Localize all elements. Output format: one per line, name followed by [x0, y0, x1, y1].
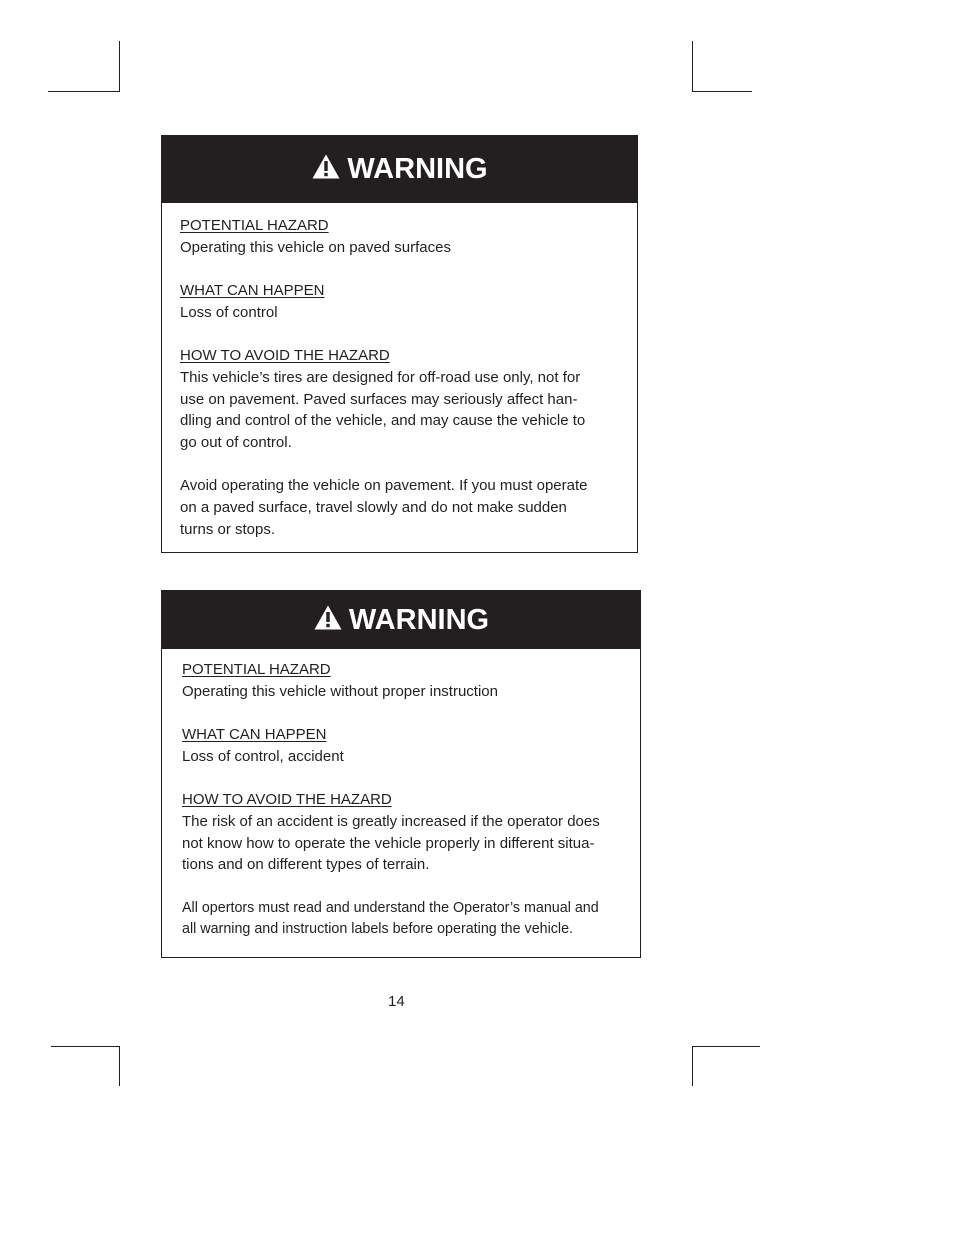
potential-hazard-heading: POTENTIAL HAZARD [180, 217, 329, 234]
potential-hazard-text: Operating this vehicle without proper instruction [182, 682, 498, 700]
what-can-happen-text: Loss of control, accident [182, 747, 344, 765]
extra-instruction-line: all warning and instruction labels before operating the vehicle. [182, 921, 574, 938]
warning-body [162, 203, 637, 541]
crop-mark-bottom-left-vertical [119, 1046, 120, 1086]
crop-mark-bottom-left-horizontal [51, 1046, 120, 1047]
extra-instruction-line: All opertors must read and understand the Operator’s manual and [182, 899, 599, 916]
warning-triangle-icon [311, 153, 341, 180]
how-to-avoid-line: This vehicle’s tires are designed for off-road use only, not for [180, 368, 581, 386]
how-to-avoid-line: tions and on different types of terrain. [182, 856, 430, 874]
warning-body [162, 649, 640, 941]
warning-triangle-icon [313, 604, 343, 631]
potential-hazard-text: Operating this vehicle on paved surfaces [180, 238, 451, 256]
warning-title: WARNING [348, 603, 490, 636]
crop-mark-top-left-vertical [119, 41, 120, 92]
warning-header [162, 591, 640, 649]
warning-header [162, 136, 637, 203]
extra-instruction-line: on a paved surface, travel slowly and do not make sudden [180, 499, 567, 517]
what-can-happen-heading: WHAT CAN HAPPEN [182, 726, 327, 744]
how-to-avoid-heading: HOW TO AVOID THE HAZARD [180, 347, 390, 365]
crop-mark-bottom-right-horizontal [692, 1046, 760, 1047]
warning-box-paved-surfaces [161, 135, 638, 553]
crop-mark-top-right-horizontal [692, 91, 752, 92]
crop-mark-top-right-vertical [692, 41, 693, 92]
extra-instruction-line: turns or stops. [180, 520, 276, 538]
how-to-avoid-line: dling and control of the vehicle, and may cause the vehicle to [180, 412, 586, 430]
crop-mark-bottom-right-vertical [692, 1046, 693, 1086]
warning-title: WARNING [347, 153, 488, 185]
how-to-avoid-line: use on pavement. Paved surfaces may seriously affect han- [180, 390, 578, 408]
what-can-happen-heading: WHAT CAN HAPPEN [180, 282, 325, 300]
how-to-avoid-line: go out of control. [180, 434, 292, 451]
page-number: 14 [388, 993, 405, 1010]
how-to-avoid-line: The risk of an accident is greatly increased if the operator does [182, 812, 600, 830]
what-can-happen-text: Loss of control [180, 303, 278, 321]
warning-box-proper-instruction [161, 590, 641, 958]
potential-hazard-heading: POTENTIAL HAZARD [182, 661, 331, 678]
how-to-avoid-line: not know how to operate the vehicle properly in different situa- [182, 834, 595, 852]
how-to-avoid-heading: HOW TO AVOID THE HAZARD [182, 791, 392, 809]
crop-mark-top-left-horizontal [48, 91, 120, 92]
extra-instruction-line: Avoid operating the vehicle on pavement. If you must operate [180, 477, 588, 495]
